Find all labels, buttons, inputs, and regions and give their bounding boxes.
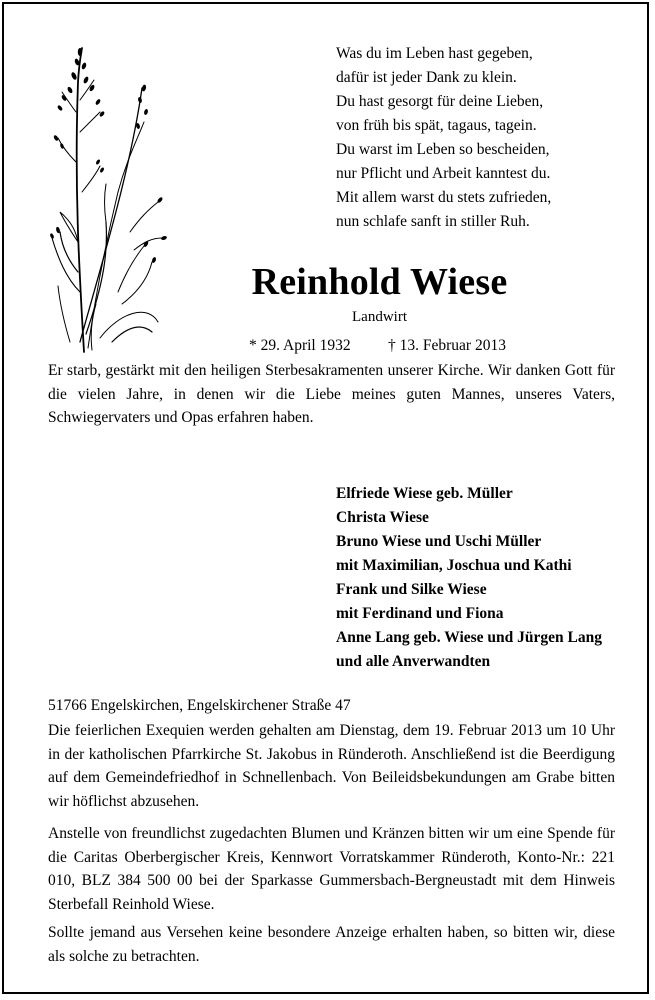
survivor-entry: und alle Anverwandten xyxy=(336,653,491,670)
poem-line: Mit allem warst du stets zufrieden, xyxy=(336,189,552,206)
donation-paragraph: Anstelle von freundlichst zugedachten Blumen und Kränzen bitten wir um eine Spende für die Caritas Oberbergischer Kreis, Kennwort Vorratskammer Ründeroth, Konto-Nr.: 221 010, BLZ 384 500 00 bei der Sparkasse Gummersbach-Bergneustadt mit dem Hinweis Sterbefall Reinhold Wiese. xyxy=(48,825,615,913)
poem-line: Was du im Leben hast gegeben, xyxy=(336,45,533,62)
birth-date: * 29. April 1932 xyxy=(249,337,351,354)
poem-line: Du hast gesorgt für deine Lieben, xyxy=(336,93,544,110)
family-address: 51766 Engelskirchen, Engelskirchener Straße 47 xyxy=(48,697,351,714)
notice-paragraph: Sollte jemand aus Versehen keine besondere Anzeige erhalten haben, so bitten wir, diese als solche zu betrachten. xyxy=(48,924,615,965)
poem-line: nun schlafe sanft in stiller Ruh. xyxy=(336,213,530,230)
deceased-name: Reinhold Wiese xyxy=(251,261,508,303)
poem-line: nur Pflicht und Arbeit kanntest du. xyxy=(336,165,551,182)
death-date: † 13. Februar 2013 xyxy=(388,337,506,354)
grass-stalks-illustration xyxy=(40,42,172,354)
survivor-entry: Anne Lang geb. Wiese und Jürgen Lang xyxy=(336,629,603,646)
survivor-entry: Elfriede Wiese geb. Müller xyxy=(336,485,513,502)
survivor-entry: Christa Wiese xyxy=(336,509,429,526)
survivors-list xyxy=(336,482,602,674)
intro-paragraph: Er starb, gestärkt mit den heiligen Sterbesakramenten unserer Kirche. Wir danken Gott für die vielen Jahre, in denen wir die Liebe meines guten Mannes, unseres Vaters, Schwiegervaters und Opas erfahren haben. xyxy=(48,362,615,426)
survivor-entry: mit Maximilian, Joschua und Kathi xyxy=(336,557,572,574)
poem-line: Du warst im Leben so bescheiden, xyxy=(336,141,550,158)
survivor-entry: mit Ferdinand und Fiona xyxy=(336,605,504,622)
poem-line: dafür ist jeder Dank zu klein. xyxy=(336,69,517,86)
deceased-profession: Landwirt xyxy=(352,309,407,325)
poem-line: von früh bis spät, tagaus, tagein. xyxy=(336,117,537,134)
survivor-entry: Bruno Wiese und Uschi Müller xyxy=(336,533,542,550)
obituary-notice xyxy=(2,2,649,994)
poem xyxy=(336,42,551,234)
funeral-paragraph: Die feierlichen Exequien werden gehalten am Dienstag, dem 19. Februar 2013 um 10 Uhr in der katholischen Pfarrkirche St. Jakobus in Ründeroth. Anschließend ist die Beerdigung auf dem Gemeindefriedhof in Schnellenbach. Von Beileidsbekundungen am Grabe bitten wir höflichst abzusehen. xyxy=(48,722,615,810)
survivor-entry: Frank und Silke Wiese xyxy=(336,581,487,598)
